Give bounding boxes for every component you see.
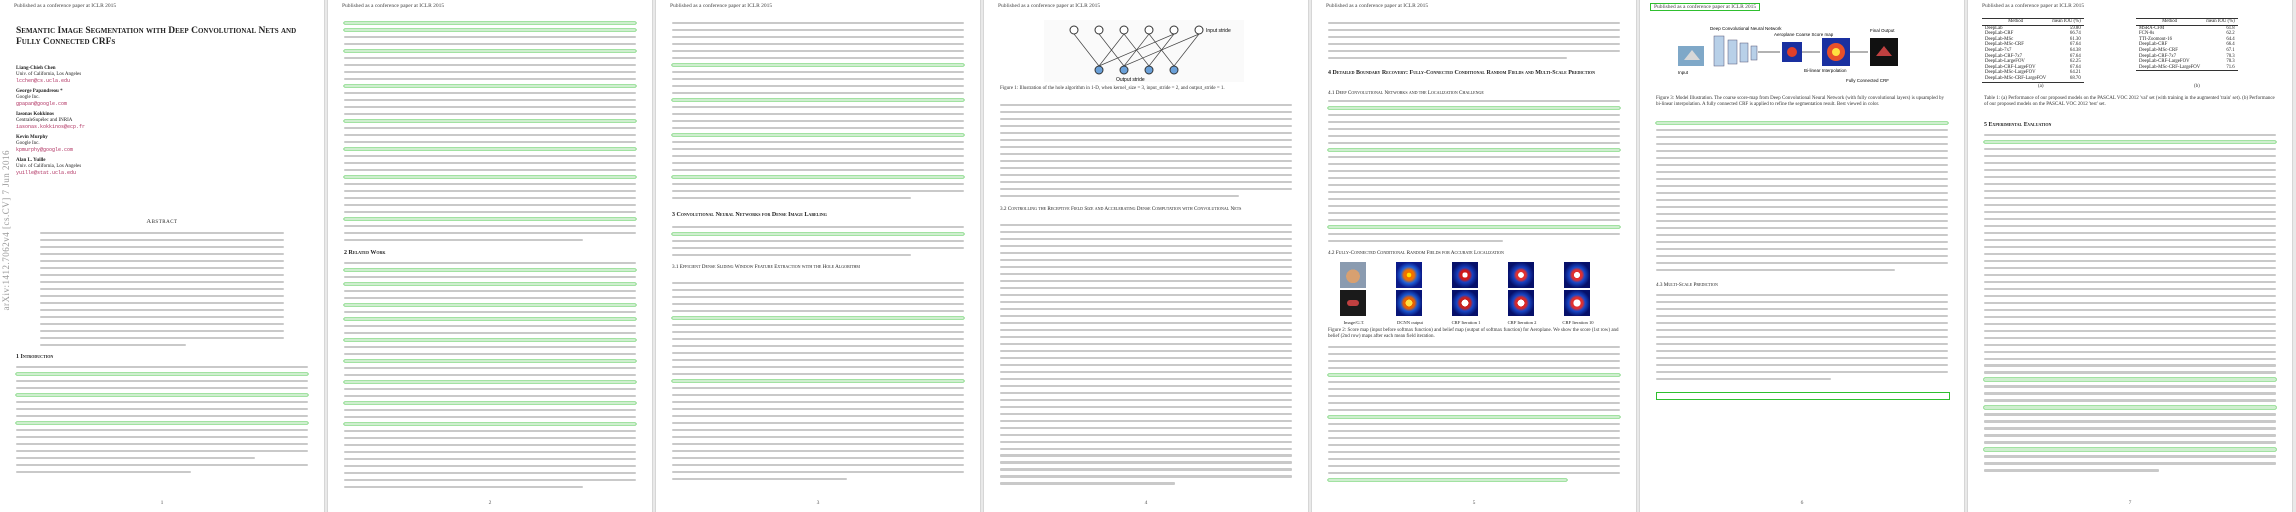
score-map-tile xyxy=(1508,262,1534,288)
table-1-caption: Table 1: (a) Performance of our proposed models on the PASCAL VOC 2012 'val' set (with training in the augmented 'train' set). (b) Performance of our proposed models on the PASCAL VOC 2012 'test' set. xyxy=(1984,96,2275,107)
connections xyxy=(1074,34,1199,66)
author-list xyxy=(16,66,156,181)
ground-truth-tile xyxy=(1340,290,1366,316)
fig3-label: Fully Connected CRF xyxy=(1846,78,1890,83)
author-block: Iasonas Kokkinos CentraleSupélec and INRIA iasonas.kokkinos@ecp.fr xyxy=(16,112,86,130)
input-image xyxy=(1340,262,1366,288)
paper-title: Semantic Image Segmentation with Deep Convolutional Nets and Fully Connected CRFs xyxy=(16,26,297,47)
page-number: 5 xyxy=(1472,500,1476,506)
page-4 xyxy=(984,0,1308,512)
body-text xyxy=(1656,122,1948,276)
sec31-text xyxy=(672,282,964,485)
tile-label: CRF Iteration 10 xyxy=(1562,320,1594,325)
hole-algorithm-figure xyxy=(1044,20,1244,82)
page-number: 4 xyxy=(1144,500,1148,506)
section-heading: 3 Convolutional Neural Networks for Dense Image Labeling xyxy=(672,212,827,218)
page-header: Published as a conference paper at ICLR 2015 xyxy=(14,3,117,9)
page-header: Published as a conference paper at ICLR 2015 xyxy=(670,3,773,9)
dcnn-blocks xyxy=(1714,36,1757,66)
page-3 xyxy=(656,0,980,512)
highlight-box xyxy=(1656,392,1950,400)
fig3-label: Bi-linear Interpolation xyxy=(1804,68,1847,73)
table-row: TTI-Zoomout-16 64.4 xyxy=(2139,36,2235,42)
body-text xyxy=(1328,22,1620,64)
subsection-heading: 3.1 Efficient Dense Sliding Window Feature Extraction with the Hole Algorithm xyxy=(672,264,860,270)
output-nodes xyxy=(1095,66,1178,74)
section-heading: 2 Related Work xyxy=(344,250,386,256)
author-block: Kevin Murphy Google Inc. kpmurphy@google.com xyxy=(16,135,74,153)
sec43-text xyxy=(1656,294,1948,385)
tile-label: CRF Iteration 1 xyxy=(1451,320,1481,325)
table-row: FCN-8s 62.2 xyxy=(2139,31,2235,37)
fig3-label: Aeroplane Coarse Score map xyxy=(1774,32,1834,37)
abstract-text xyxy=(40,232,284,351)
table-row: DeepLab 59.80 xyxy=(1985,25,2081,31)
page-7 xyxy=(1968,0,2292,512)
section-heading: 5 Experimental Evaluation xyxy=(1984,122,2052,128)
page-header: Published as a conference paper at ICLR 2015 xyxy=(342,3,445,9)
table-row: DeepLab-MSc-CRF-LargeFOV 71.6 xyxy=(2136,65,2238,71)
crf-iterations-figure xyxy=(1328,260,1620,318)
table-row: MSRA-CFM 61.8 xyxy=(2139,25,2235,31)
page-header: Published as a conference paper at ICLR 2015 xyxy=(998,3,1101,9)
table-row: DeepLab-7x7 64.38 xyxy=(1985,47,2081,53)
table-row: DeepLab-MSc 61.30 xyxy=(1985,36,2081,42)
table-row: DeepLab-MSc-CRF 67.64 xyxy=(1985,42,2081,48)
section-heading: 1 Introduction xyxy=(16,354,54,360)
body-text xyxy=(672,22,964,204)
sec41-text xyxy=(1328,100,1620,247)
page-header: Published as a conference paper at ICLR 2015 xyxy=(1982,3,2085,9)
intro-text xyxy=(16,366,308,478)
belief-map-tile xyxy=(1396,290,1422,316)
page-number: 1 xyxy=(160,500,164,506)
table-row: DeepLab-CRF-7x7 70.3 xyxy=(2139,53,2235,59)
table-row: DeepLab-CRF 66.4 xyxy=(2139,42,2235,48)
subsection-heading: 4.3 Multi-Scale Prediction xyxy=(1656,282,1718,288)
tile-label: CRF Iteration 2 xyxy=(1507,320,1537,325)
table-row: DeepLab-MSc-CRF 67.1 xyxy=(2139,47,2235,53)
table-row: DeepLab-LargeFOV 62.25 xyxy=(1985,59,2081,65)
page-number: 2 xyxy=(488,500,492,506)
abstract-heading: Abstract xyxy=(146,218,178,225)
page-number: 6 xyxy=(1800,500,1804,506)
table-b-label: (b) xyxy=(2194,84,2200,89)
page-number: 3 xyxy=(816,500,820,506)
subsection-heading: 3.2 Controlling the Receptive Field Size and Accelerating Dense Computation with Convolutional Nets xyxy=(1000,206,1242,212)
author-block: George Papandreou * Google Inc. gpapan@google.com xyxy=(16,89,68,107)
page-6 xyxy=(1640,0,1964,512)
page-1 xyxy=(0,0,324,512)
sec5-text xyxy=(1984,134,2276,476)
related-text xyxy=(344,262,636,492)
page-2 xyxy=(328,0,652,512)
output-stride-label: Output stride xyxy=(1116,77,1145,82)
sec3-text xyxy=(672,226,964,261)
page-header: Published as a conference paper at ICLR 2015 xyxy=(1650,3,1760,11)
table-row: DeepLab-CRF-LargeFOV 70.3 xyxy=(2139,59,2235,65)
input-nodes xyxy=(1070,26,1203,34)
figure-3-caption: Figure 3: Model Illustration. The coarse score-map from Deep Convolutional Neural Network (with fully convolutional layers) is upsampled by bi-linear interpolation. A fully connected CRF is applied to refine the segmentation result. Best viewed in color. xyxy=(1656,96,1945,107)
table-row: DeepLab-CRF 66.74 xyxy=(1985,31,2081,37)
page-header: Published as a conference paper at ICLR 2015 xyxy=(1326,3,1429,9)
table-row: DeepLab-CRF-7x7 67.64 xyxy=(1985,53,2081,59)
table-row: DeepLab-MSc-LargeFOV 64.21 xyxy=(1985,70,2081,76)
body-text xyxy=(344,22,636,246)
fig3-label: Input xyxy=(1678,70,1689,75)
author-block: Alan L. Yuille Univ. of California, Los Angeles yuille@stat.ucla.edu xyxy=(16,158,82,176)
page-number: 7 xyxy=(2128,500,2132,506)
arxiv-stamp: arXiv:1412.7062v4 [cs.CV] 7 Jun 2016 xyxy=(1,150,11,311)
tile-label: Image/G.T. xyxy=(1343,320,1365,325)
results-table-b: Method mean IOU (%) MSRA-CFM 61.8 FCN-8s 62.2 TTI-Zoomout-16 64.4 DeepLab-CRF 66.4 DeepLab-MSc-CRF 67.1 DeepLab-CRF-7x7 70.3 DeepLab-CRF-LargeFOV 70.3 DeepLab-MSc-CRF-LargeFOV 71.6 xyxy=(2136,18,2238,71)
table-a-label: (a) xyxy=(2038,84,2044,89)
belief-map-tile xyxy=(1508,290,1534,316)
score-map-tile xyxy=(1452,262,1478,288)
fig3-label: Deep Convolutional Neural Network xyxy=(1710,26,1782,31)
belief-map-tile xyxy=(1452,290,1478,316)
subsection-heading: 4.2 Fully-Connected Conditional Random Fields for Accurate Localization xyxy=(1328,250,1504,256)
input-stride-label: Input stride xyxy=(1206,28,1231,34)
belief-map-tile xyxy=(1564,290,1590,316)
table-row: DeepLab-CRF-LargeFOV 67.64 xyxy=(1985,64,2081,70)
section-heading: 4 Detailed Boundary Recovery: Fully-Connected Conditional Random Fields and Multi-Scale Prediction xyxy=(1328,70,1596,76)
model-illustration-figure xyxy=(1670,20,1934,90)
figure-2-caption: Figure 2: Score map (input before softmax function) and belief map (output of softmax function) for Aeroplane. We show the score (1st row) and belief (2nd row) maps after each mean field iteration. xyxy=(1328,328,1619,339)
score-map-tile xyxy=(1396,262,1422,288)
fig3-label: Final Output xyxy=(1870,28,1895,33)
tile-label: DCNN output xyxy=(1397,320,1423,325)
sec42-text xyxy=(1328,346,1620,486)
sec32-text xyxy=(1000,224,1292,489)
results-table-a: Method mean IOU (%) DeepLab 59.80 DeepLab-CRF 66.74 DeepLab-MSc 61.30 DeepLab-MSc-CRF 67.64 DeepLab-7x7 64.38 DeepLab-CRF-7x7 67.64 DeepLab-LargeFOV 62.25 DeepLab-CRF-LargeFOV 67.64 DeepLab-MSc-LargeFOV 64.21 DeepLab-MSc-CRF-LargeFOV 68.70 xyxy=(1982,18,2084,83)
score-map-tile xyxy=(1564,262,1590,288)
subsection-heading: 4.1 Deep Convolutional Networks and the Localization Challenge xyxy=(1328,90,1484,96)
table-row: DeepLab-MSc-CRF-LargeFOV 68.70 xyxy=(1982,76,2084,82)
body-text xyxy=(1000,104,1292,202)
author-block: Liang-Chieh Chen Univ. of California, Los Angeles lcchen@cs.ucla.edu xyxy=(16,66,82,84)
page-5 xyxy=(1312,0,1636,512)
figure-1-caption: Figure 1: Illustration of the hole algorithm in 1-D, when kernel_size = 3, input_stride = 2, and output_stride = 1. xyxy=(1000,86,1225,91)
